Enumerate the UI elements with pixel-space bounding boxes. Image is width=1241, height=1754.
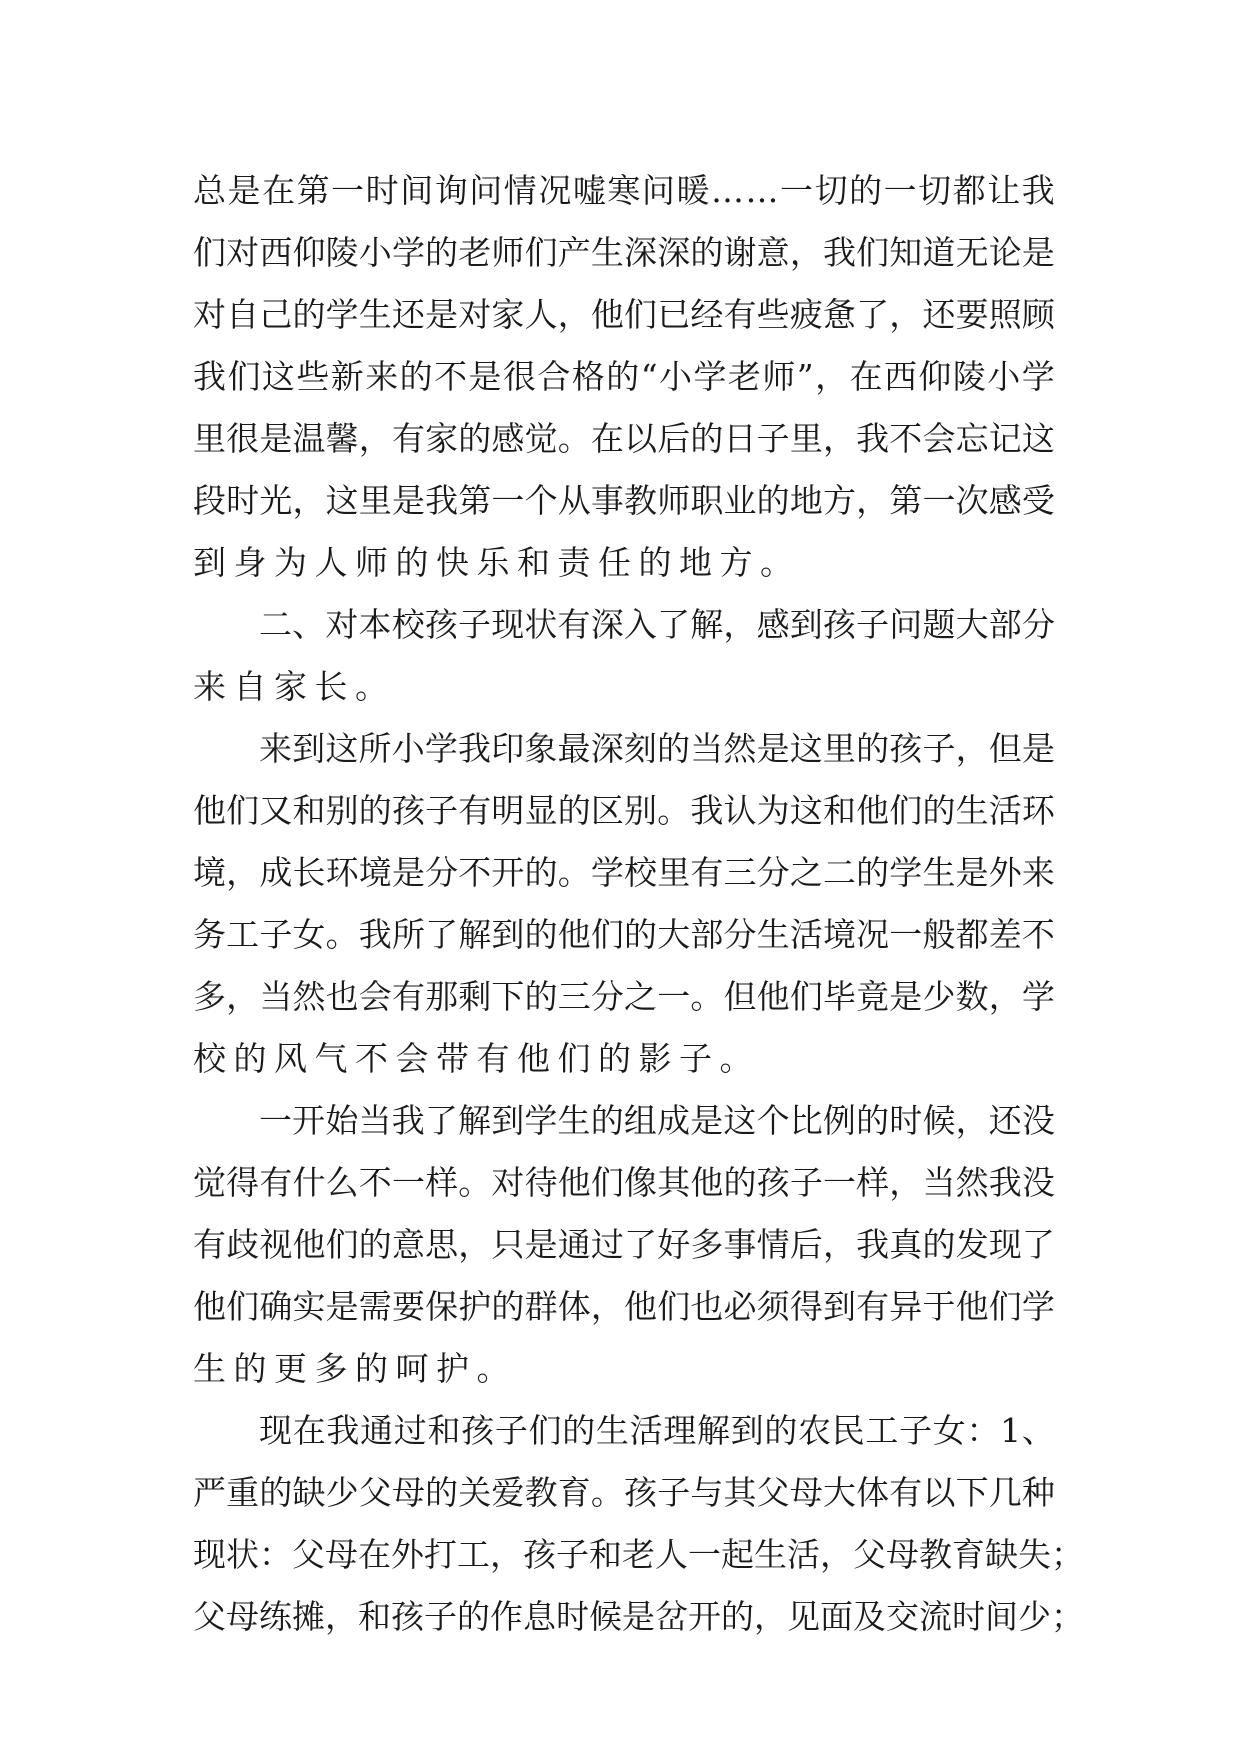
text-line: 们 对 西 仰 陵 小 学 的 老 师 们 产 生 深 深 的 谢 意 ， 我 们 知 道 无 论 是 (193, 233, 1055, 272)
text-line: 来自家长。 (193, 667, 396, 706)
text-line: 总 是 在 第 一 时 间 询 问 情 况 嘘 寒 问 暖 … … 一 切 的 一 切 都 让 我 (193, 171, 1055, 210)
text-line: 我 们 这 些 新 来 的 不 是 很 合 格 的 “ 小 学 老 师 ” ， 在 西 仰 陵 小 学 (193, 357, 1055, 396)
text-line: 现 状 ： 父 母 在 外 打 工 ， 孩 子 和 老 人 一 起 生 活 ， 父 母 教 育 缺 失 ； (193, 1535, 1084, 1574)
text-line: 里 很 是 温 馨 ， 有 家 的 感 觉 。 在 以 后 的 日 子 里 ， 我 不 会 忘 记 这 (193, 419, 1055, 458)
text-line: 他 们 确 实 是 需 要 保 护 的 群 体 ， 他 们 也 必 须 得 到 有 异 于 他 们 学 (193, 1287, 1055, 1326)
text-line: 有 歧 视 他 们 的 意 思 ， 只 是 通 过 了 好 多 事 情 后 ， 我 真 的 发 现 了 (193, 1225, 1055, 1264)
text-line: 校的风气不会带有他们的影子。 (193, 1039, 760, 1078)
text-line: 务 工 子 女 。 我 所 了 解 到 的 他 们 的 大 部 分 生 活 境 况 一 般 都 差 不 (193, 915, 1055, 954)
text-line: 现 在 我 通 过 和 孩 子 们 的 生 活 理 解 到 的 农 民 工 子 女 ： 1 、 (259, 1411, 1055, 1450)
text-line: 一 开 始 当 我 了 解 到 学 生 的 组 成 是 这 个 比 例 的 时 候 ， 还 没 (259, 1101, 1055, 1140)
text-line: 父 母 练 摊 ， 和 孩 子 的 作 息 时 候 是 岔 开 的 ， 见 面 及 交 流 时 间 少 ； (193, 1597, 1084, 1636)
text-line: 觉 得 有 什 么 不 一 样 。 对 待 他 们 像 其 他 的 孩 子 一 样 ， 当 然 我 没 (193, 1163, 1055, 1202)
text-line: 对 自 己 的 学 生 还 是 对 家 人 ， 他 们 已 经 有 些 疲 惫 了 ， 还 要 照 顾 (193, 295, 1055, 334)
text-line: 到身为人师的快乐和责任的地方。 (193, 543, 801, 582)
document-body (193, 160, 1084, 1648)
text-line: 二 、 对 本 校 孩 子 现 状 有 深 入 了 解 ， 感 到 孩 子 问 题 大 部 分 (259, 605, 1055, 644)
text-line: 生的更多的呵护。 (193, 1349, 517, 1388)
text-line: 段 时 光 ， 这 里 是 我 第 一 个 从 事 教 师 职 业 的 地 方 ， 第 一 次 感 受 (193, 481, 1055, 520)
text-line: 来 到 这 所 小 学 我 印 象 最 深 刻 的 当 然 是 这 里 的 孩 子 ， 但 是 (259, 729, 1055, 768)
text-line: 他 们 又 和 别 的 孩 子 有 明 显 的 区 别 。 我 认 为 这 和 他 们 的 生 活 环 (193, 791, 1055, 830)
text-line: 多 ， 当 然 也 会 有 那 剩 下 的 三 分 之 一 。 但 他 们 毕 竟 是 少 数 ， 学 (193, 977, 1055, 1016)
text-line: 严 重 的 缺 少 父 母 的 关 爱 教 育 。 孩 子 与 其 父 母 大 体 有 以 下 几 种 (193, 1473, 1055, 1512)
text-line: 境 ， 成 长 环 境 是 分 不 开 的 。 学 校 里 有 三 分 之 二 的 学 生 是 外 来 (193, 853, 1055, 892)
